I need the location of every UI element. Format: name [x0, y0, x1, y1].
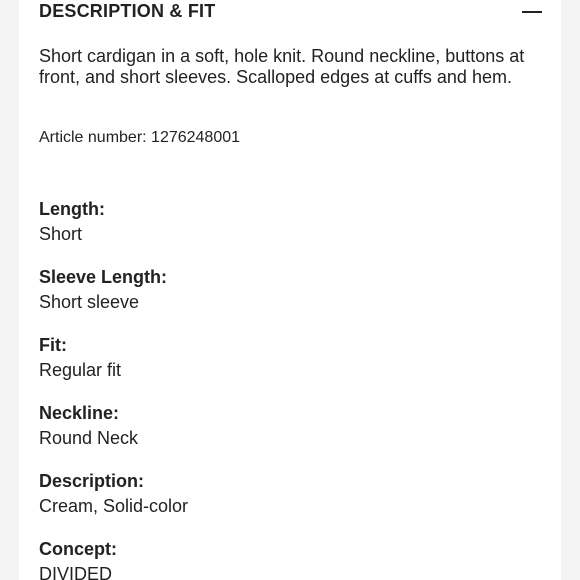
attribute-value: DIVIDED	[39, 564, 113, 580]
attribute-value: Cream, Solid-color	[39, 496, 189, 516]
attribute-length	[39, 198, 539, 266]
product-description: Short cardigan in a soft, hole knit. Round neckline, buttons at front, and short sleeves. Scalloped edges at cuffs and hem.	[39, 46, 525, 87]
attribute-label: Length:	[39, 199, 105, 219]
minus-icon[interactable]	[521, 3, 543, 19]
attribute-label: Fit:	[39, 335, 67, 355]
section-title: DESCRIPTION & FIT	[39, 1, 216, 21]
attribute-sleeve-length	[39, 266, 539, 334]
attribute-value: Short sleeve	[39, 292, 140, 312]
attribute-value: Short	[39, 224, 83, 244]
attribute-value: Regular fit	[39, 360, 122, 380]
accordion-header[interactable]	[39, 0, 543, 25]
attribute-label: Concept:	[39, 539, 117, 559]
attribute-list	[39, 198, 539, 580]
attribute-fit	[39, 334, 539, 402]
attribute-neckline	[39, 402, 539, 470]
description-fit-panel	[19, 0, 561, 580]
attribute-label: Description:	[39, 471, 145, 491]
attribute-label: Sleeve Length:	[39, 267, 168, 287]
article-number: Article number: 1276248001	[39, 129, 241, 146]
attribute-description	[39, 470, 539, 538]
attribute-value: Round Neck	[39, 428, 139, 448]
attribute-label: Neckline:	[39, 403, 120, 423]
attribute-concept	[39, 538, 539, 580]
